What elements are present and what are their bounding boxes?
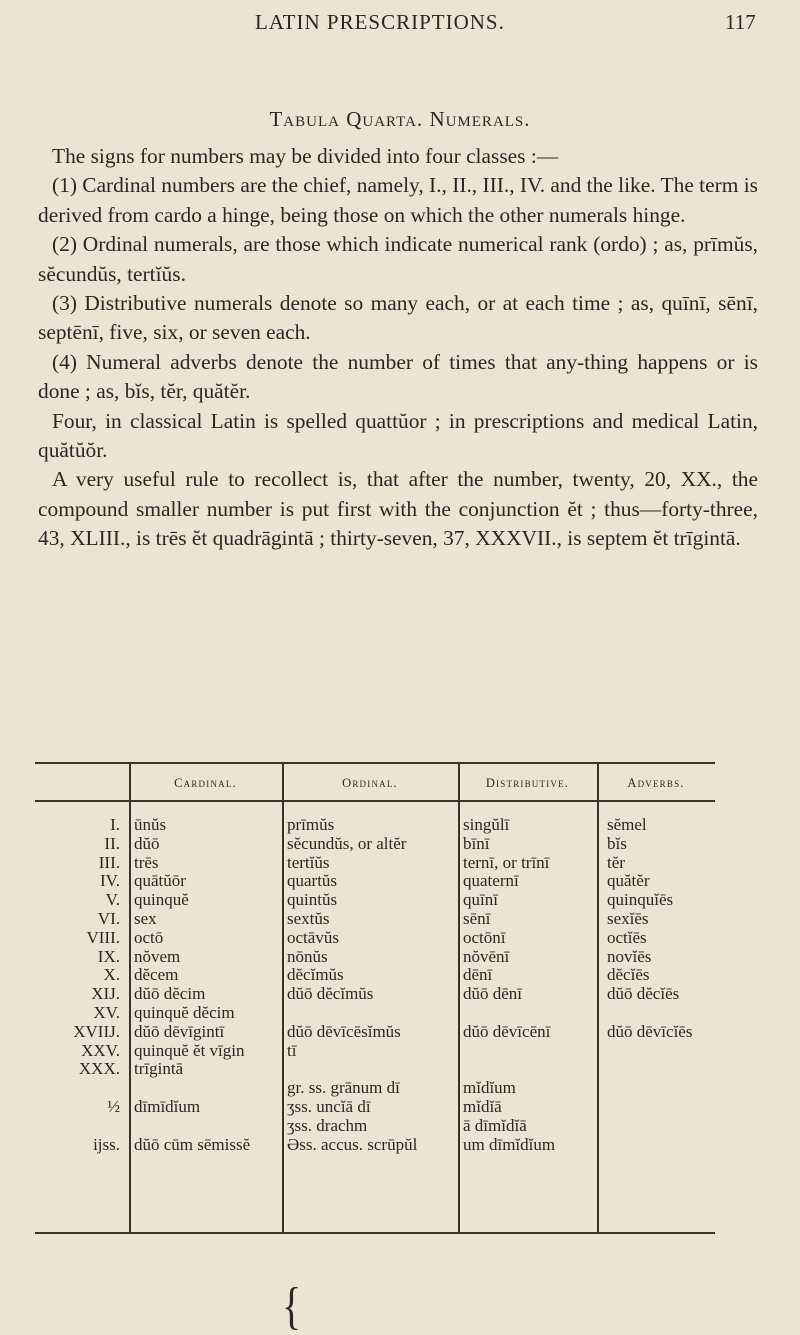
column-divider — [458, 762, 460, 1232]
table-cell: tertĭŭs — [287, 852, 330, 872]
table-cell: mĭdĭum — [463, 1078, 516, 1098]
table-cell: octāvŭs — [287, 927, 339, 947]
table-cell: Əss. accus. scrūpŭl — [287, 1134, 418, 1154]
table-cell: V. — [105, 890, 120, 910]
table-cell — [35, 1079, 120, 1098]
table-cell: quātŭōr — [134, 871, 186, 891]
table-cell: quinquĕ — [134, 890, 189, 910]
cardinal-column — [134, 816, 250, 1154]
table-cell: ʒss. drachm — [287, 1115, 368, 1135]
table-cell: singŭlī — [463, 815, 510, 834]
table-cell: mĭdĭā — [463, 1096, 502, 1116]
running-title: LATIN PRESCRIPTIONS. — [255, 10, 505, 34]
table-cell: dŭō dĕcim — [134, 984, 206, 1004]
table-cell — [287, 1004, 417, 1023]
table-cell: sexĭēs — [607, 908, 649, 928]
table-cell — [607, 1117, 692, 1136]
table-cell: sex — [134, 908, 157, 928]
table-cell — [607, 1136, 692, 1155]
table-cell: um dīmĭdĭum — [463, 1134, 556, 1154]
tabula-heading: Tabula Quarta. — [269, 107, 424, 131]
table-cell: III. — [98, 852, 120, 872]
table-cell: dŭō dēvīcēnī — [463, 1021, 551, 1041]
table-top-rule — [35, 762, 715, 764]
numerals-table — [35, 762, 715, 1335]
table-cell: XV. — [93, 1002, 120, 1022]
topic-heading: Numerals. — [429, 107, 531, 131]
table-cell: ijss. — [93, 1134, 120, 1154]
table-cell: dĕcĭmŭs — [287, 965, 344, 985]
table-cell: dŭō cūm sēmissĕ — [134, 1134, 251, 1154]
distributive-column — [463, 816, 555, 1154]
header-ordinal: Ordinal. — [342, 776, 398, 790]
header-cardinal: Cardinal. — [174, 776, 237, 790]
column-divider — [129, 762, 131, 1232]
table-cell: dŭō dēvīgintī — [134, 1021, 225, 1041]
table-cell: XXV. — [81, 1040, 120, 1060]
table-cell — [607, 1004, 692, 1023]
table-cell: quintŭs — [287, 890, 338, 910]
table-cell — [607, 1098, 692, 1117]
table-cell: IX. — [97, 946, 120, 966]
table-cell: quinquĭēs — [607, 890, 674, 910]
numerals-column — [35, 816, 120, 1154]
running-head — [0, 10, 800, 40]
table-cell: dĕcem — [134, 965, 179, 985]
table-cell: dĕcĭēs — [607, 965, 650, 985]
table-header-rule — [35, 800, 715, 802]
table-cell: dīmīdĭum — [134, 1096, 201, 1116]
table-cell: I. — [110, 815, 120, 834]
table-bottom-rule — [35, 1232, 715, 1234]
table-cell: bīnī — [463, 833, 490, 853]
adverbs-column — [607, 816, 692, 1154]
table-cell: quătĕr — [607, 871, 650, 891]
column-divider — [597, 762, 599, 1232]
paragraph-rule: A very useful rule to recollect is, that after the number, twenty, 20, XX., the compound smaller number is put first with the conjunction ĕt ; thus—forty-three, 43, XLIII., is trēs ĕt quadrāgintā ; thirty-seven, 37, XXXVII., is septem ĕt trīgintā. — [38, 467, 758, 551]
table-cell: nōnŭs — [287, 946, 328, 966]
table-cell: octō — [134, 927, 164, 947]
section-title — [0, 107, 800, 132]
table-cell: prīmŭs — [287, 815, 335, 834]
table-cell — [35, 1117, 120, 1136]
table-cell: octĭēs — [607, 927, 647, 947]
table-cell — [463, 1042, 555, 1061]
table-cell: VI. — [97, 908, 120, 928]
table-cell: trīgintā — [134, 1059, 184, 1079]
table-cell: IV. — [100, 871, 120, 891]
table-cell — [607, 1079, 692, 1098]
header-adverbs: Adverbs. — [627, 776, 685, 790]
table-cell: bĭs — [607, 833, 627, 853]
table-cell: dŭō dēvīcēsĭmŭs — [287, 1021, 401, 1041]
table-cell: II. — [104, 833, 120, 853]
table-cell — [463, 1004, 555, 1023]
table-cell — [287, 1060, 417, 1079]
table-cell: quartŭs — [287, 871, 338, 891]
table-cell: quīnī — [463, 890, 498, 910]
table-cell: dŭō dĕcĭmŭs — [287, 984, 374, 1004]
paragraph-adverbs: (4) Numeral adverbs denote the number of times that any-thing happens or is done ; as, bĭs, tĕr, quătĕr. — [38, 349, 758, 404]
table-cell: ā dīmĭdĭā — [463, 1115, 527, 1135]
table-cell: sextŭs — [287, 908, 330, 928]
paragraph-intro: The signs for numbers may be divided into four classes :— — [52, 144, 559, 168]
table-cell: sĕcundŭs, or altĕr — [287, 833, 407, 853]
paragraph-four: Four, in classical Latin is spelled quattŭor ; in prescriptions and medical Latin, quătŭŏr. — [38, 408, 758, 463]
table-cell: ternī, or trīnī — [463, 852, 550, 872]
ordinal-column — [287, 816, 417, 1154]
table-cell: VIII. — [86, 927, 120, 947]
table-cell: ½ — [107, 1096, 120, 1116]
table-cell: dŭō dēvīcĭēs — [607, 1021, 693, 1041]
table-cell: XIJ. — [91, 984, 120, 1004]
paragraph-distributive: (3) Distributive numerals denote so many each, or at each time ; as, quīnī, sēnī, septēnī, five, six, or seven each. — [38, 291, 758, 345]
page-number: 117 — [725, 10, 756, 34]
paragraph-ordinal: (2) Ordinal numerals, are those which indicate numerical rank (ordo) ; as, prīmŭs, sĕcundŭs, tertĭŭs. — [38, 232, 758, 286]
table-cell — [134, 1079, 250, 1098]
table-cell: quinquĕ ĕt vīgin — [134, 1040, 245, 1060]
table-cell: dŭō dĕcĭēs — [607, 984, 680, 1004]
table-cell: sēnī — [463, 908, 491, 928]
paragraph-cardinal: (1) Cardinal numbers are the chief, namely, I., II., III., IV. and the like. The term is derived from cardo a hinge, being those on which the other numerals hinge. — [38, 173, 758, 227]
table-cell: trēs — [134, 852, 159, 872]
table-cell: XXX. — [78, 1059, 120, 1079]
table-cell: tĕr — [607, 852, 625, 872]
header-distributive: Distributive. — [485, 776, 570, 790]
table-cell — [607, 1060, 692, 1079]
brace-icon: { — [282, 1276, 302, 1335]
table-cell: quaternī — [463, 871, 519, 891]
body-text — [38, 142, 758, 554]
table-cell: octōnī — [463, 927, 506, 947]
table-cell — [463, 1060, 555, 1079]
table-cell: ūnŭs — [134, 815, 167, 834]
table-cell: novĭēs — [607, 946, 652, 966]
table-cell: sĕmel — [607, 815, 647, 834]
column-divider — [282, 762, 284, 1232]
table-cell: gr. ss. grānum dī — [287, 1078, 400, 1098]
table-cell: nŏvēnī — [463, 946, 510, 966]
table-cell: dēnī — [463, 965, 493, 985]
table-cell: tī — [287, 1040, 297, 1060]
table-cell: ʒss. uncĭā dī — [287, 1096, 371, 1116]
table-cell: dŭō dēnī — [463, 984, 523, 1004]
table-cell: dŭō — [134, 833, 160, 853]
table-cell: XVIIJ. — [73, 1021, 120, 1041]
table-cell: nŏvem — [134, 946, 181, 966]
table-cell: X. — [103, 965, 120, 985]
table-cell — [607, 1042, 692, 1061]
table-cell: quinquĕ dĕcim — [134, 1002, 235, 1022]
table-cell — [134, 1117, 250, 1136]
